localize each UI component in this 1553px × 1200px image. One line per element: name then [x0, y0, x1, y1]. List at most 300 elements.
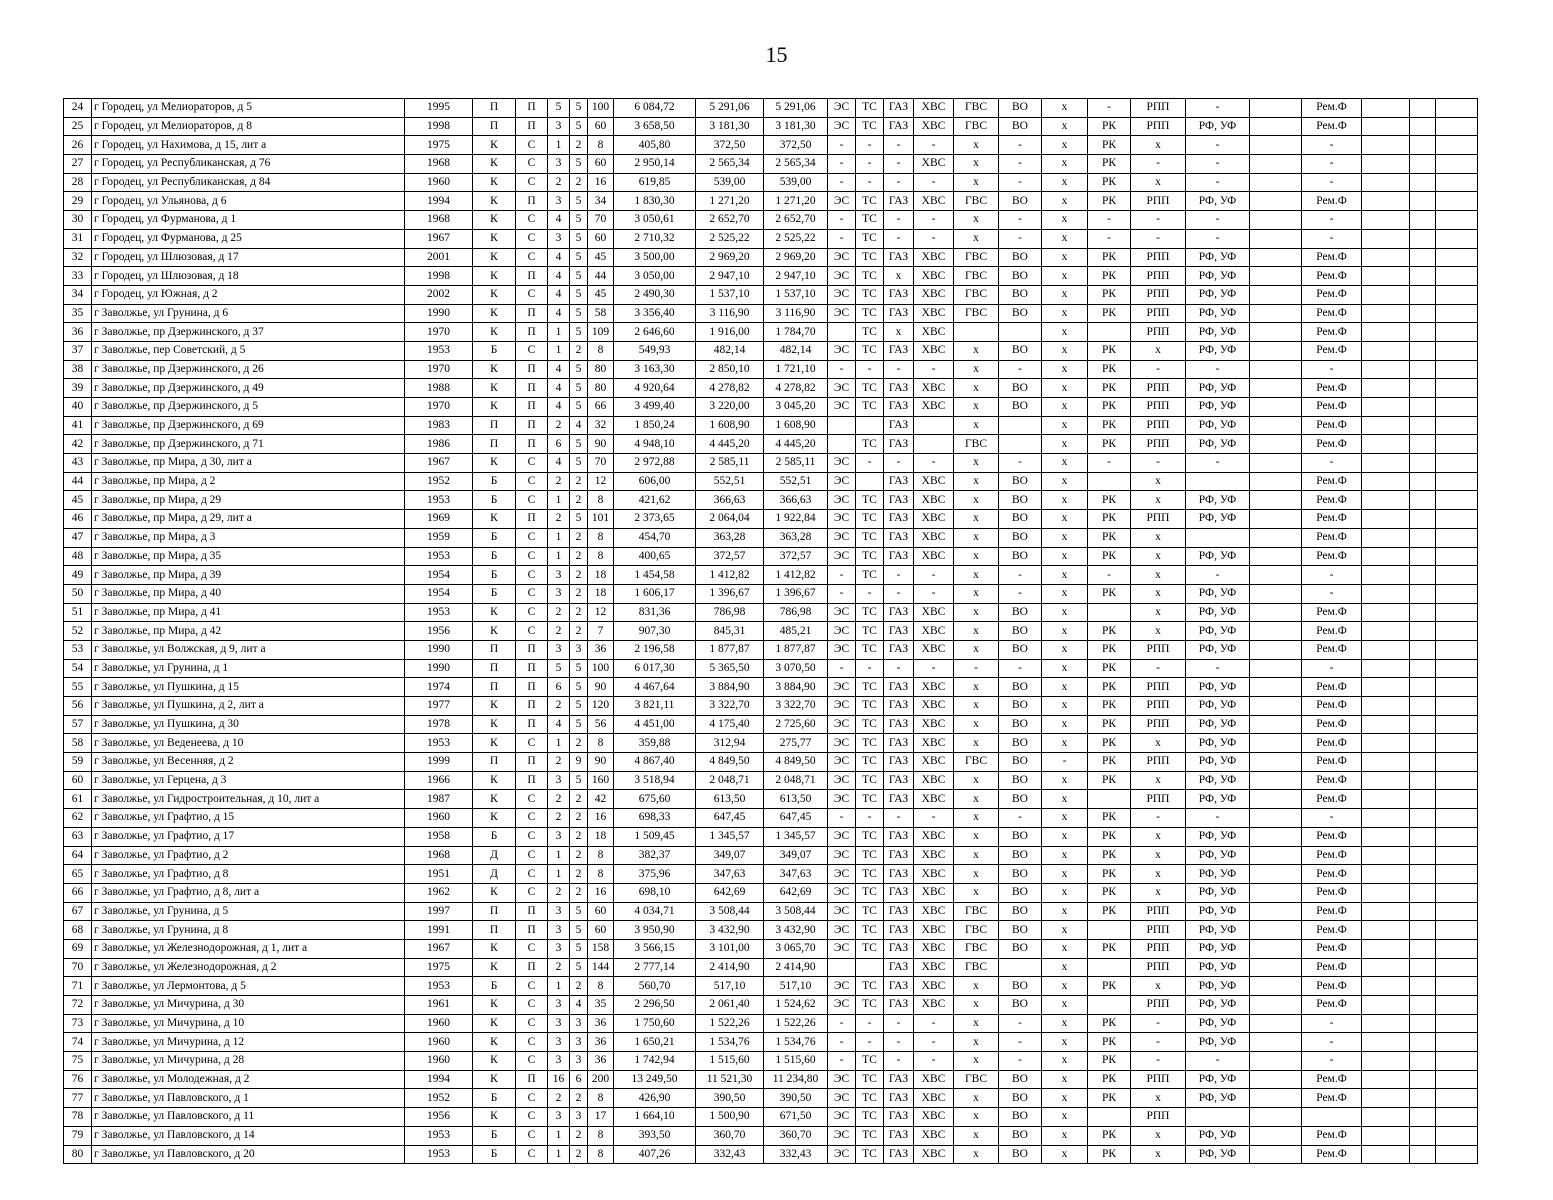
- table-cell: -: [856, 1014, 884, 1033]
- table-cell: [1410, 435, 1436, 454]
- table-cell: [1250, 435, 1302, 454]
- table-cell: ГАЗ: [884, 734, 914, 753]
- table-cell: 1956: [405, 622, 473, 641]
- table-cell: 3: [570, 1033, 588, 1052]
- table-cell: [1436, 155, 1478, 174]
- table-cell: [1436, 883, 1478, 902]
- table-cell: ГВС: [954, 902, 999, 921]
- table-cell: [1410, 117, 1436, 136]
- table-cell: [1302, 1108, 1362, 1127]
- table-cell: -: [856, 809, 884, 828]
- table-cell: ВО: [999, 398, 1042, 417]
- table-cell: 3: [548, 584, 570, 603]
- table-cell: 1 850,24: [614, 416, 696, 435]
- table-cell: 69: [64, 939, 92, 958]
- table-cell: 28: [64, 173, 92, 192]
- table-cell: [828, 323, 856, 342]
- table-cell: 1960: [405, 1014, 473, 1033]
- table-cell: ВО: [999, 790, 1042, 809]
- table-cell: К: [473, 996, 516, 1015]
- table-cell: РК: [1088, 1033, 1131, 1052]
- table-cell: 3 116,90: [764, 304, 828, 323]
- table-cell: 4: [548, 267, 570, 286]
- table-cell: [1186, 472, 1250, 491]
- table-cell: 2: [548, 1089, 570, 1108]
- table-cell: 18: [588, 827, 614, 846]
- table-cell: -: [1131, 155, 1186, 174]
- table-cell: ТС: [856, 977, 884, 996]
- table-cell: 2 646,60: [614, 323, 696, 342]
- table-cell: х: [954, 827, 999, 846]
- table-cell: 1 830,30: [614, 192, 696, 211]
- table-cell: РФ, УФ: [1186, 285, 1250, 304]
- table-cell: 4 849,50: [764, 753, 828, 772]
- table-cell: ТС: [856, 435, 884, 454]
- table-cell: 26: [64, 136, 92, 155]
- table-cell: П: [516, 416, 548, 435]
- table-cell: 3 181,30: [696, 117, 764, 136]
- table-cell: 845,31: [696, 622, 764, 641]
- table-cell: 4: [548, 360, 570, 379]
- table-cell: х: [1042, 341, 1088, 360]
- table-cell: 2 414,90: [696, 958, 764, 977]
- table-cell: РК: [1088, 697, 1131, 716]
- table-cell: ЭС: [828, 846, 856, 865]
- table-cell: ГВС: [954, 304, 999, 323]
- table-cell: П: [516, 771, 548, 790]
- table-cell: ХВС: [914, 1145, 954, 1164]
- table-cell: 2: [570, 341, 588, 360]
- table-cell: 4 445,20: [696, 435, 764, 454]
- table-cell: ЭС: [828, 1089, 856, 1108]
- table-cell: С: [516, 1033, 548, 1052]
- table-cell: 55: [64, 678, 92, 697]
- table-cell: РФ, УФ: [1186, 603, 1250, 622]
- table-cell: ХВС: [914, 921, 954, 940]
- address-cell: г Городец, ул Мелиораторов, д 5: [92, 99, 405, 118]
- table-cell: ТС: [856, 1126, 884, 1145]
- table-cell: 34: [64, 285, 92, 304]
- table-cell: [1436, 622, 1478, 641]
- table-cell: 382,37: [614, 846, 696, 865]
- table-cell: -: [828, 566, 856, 585]
- table-cell: ВО: [999, 827, 1042, 846]
- table-cell: РК: [1088, 659, 1131, 678]
- table-cell: х: [954, 1052, 999, 1071]
- table-cell: 372,57: [696, 547, 764, 566]
- table-cell: [1436, 566, 1478, 585]
- address-cell: г Городец, ул Южная, д 2: [92, 285, 405, 304]
- table-cell: х: [954, 472, 999, 491]
- table-cell: ГВС: [954, 117, 999, 136]
- table-cell: х: [1131, 566, 1186, 585]
- table-cell: х: [1131, 827, 1186, 846]
- table-cell: 1960: [405, 1033, 473, 1052]
- table-cell: П: [473, 640, 516, 659]
- table-cell: [1250, 865, 1302, 884]
- table-row: [64, 865, 1478, 884]
- table-cell: ЭС: [828, 117, 856, 136]
- table-cell: 2: [570, 790, 588, 809]
- table-cell: 613,50: [696, 790, 764, 809]
- table-cell: 1974: [405, 678, 473, 697]
- table-cell: 5: [570, 659, 588, 678]
- table-cell: 2: [570, 603, 588, 622]
- table-cell: -: [1131, 229, 1186, 248]
- table-cell: -: [1302, 454, 1362, 473]
- table-cell: ХВС: [914, 117, 954, 136]
- table-cell: 68: [64, 921, 92, 940]
- address-cell: г Городец, ул Республиканская, д 84: [92, 173, 405, 192]
- table-cell: ТС: [856, 902, 884, 921]
- table-cell: ВО: [999, 883, 1042, 902]
- table-cell: 80: [64, 1145, 92, 1164]
- table-cell: Рем.Ф: [1302, 996, 1362, 1015]
- housing-registry-table: [63, 98, 1478, 1164]
- table-cell: [1436, 472, 1478, 491]
- table-cell: РК: [1088, 435, 1131, 454]
- table-cell: [1436, 640, 1478, 659]
- table-cell: [1410, 472, 1436, 491]
- table-cell: [1436, 902, 1478, 921]
- table-cell: ТС: [856, 304, 884, 323]
- table-cell: 78: [64, 1108, 92, 1127]
- table-cell: ВО: [999, 865, 1042, 884]
- table-cell: ХВС: [914, 846, 954, 865]
- table-cell: [1362, 734, 1410, 753]
- table-cell: [1250, 155, 1302, 174]
- table-cell: ТС: [856, 528, 884, 547]
- table-cell: 1 396,67: [696, 584, 764, 603]
- table-cell: 1 454,58: [614, 566, 696, 585]
- table-cell: [1250, 229, 1302, 248]
- table-cell: [1250, 939, 1302, 958]
- table-cell: [1250, 584, 1302, 603]
- table-cell: [1436, 528, 1478, 547]
- table-cell: 363,28: [696, 528, 764, 547]
- table-cell: [1410, 547, 1436, 566]
- table-cell: 3: [570, 1108, 588, 1127]
- table-cell: 42: [64, 435, 92, 454]
- table-cell: -: [828, 211, 856, 230]
- table-cell: -: [999, 229, 1042, 248]
- table-cell: С: [516, 1126, 548, 1145]
- table-cell: -: [884, 566, 914, 585]
- table-row: [64, 211, 1478, 230]
- table-cell: 1 784,70: [764, 323, 828, 342]
- table-cell: [1436, 398, 1478, 417]
- table-cell: 2: [570, 547, 588, 566]
- table-row: [64, 1089, 1478, 1108]
- table-cell: 2 725,60: [764, 715, 828, 734]
- table-cell: РПП: [1131, 99, 1186, 118]
- table-cell: 41: [64, 416, 92, 435]
- table-cell: х: [1042, 1014, 1088, 1033]
- table-cell: х: [954, 1033, 999, 1052]
- table-cell: РК: [1088, 398, 1131, 417]
- table-cell: 2: [548, 883, 570, 902]
- table-cell: РФ, УФ: [1186, 248, 1250, 267]
- table-row: [64, 472, 1478, 491]
- table-cell: [1362, 435, 1410, 454]
- table-cell: [1436, 753, 1478, 772]
- table-cell: [1250, 398, 1302, 417]
- table-cell: 90: [588, 753, 614, 772]
- table-cell: х: [1042, 99, 1088, 118]
- address-cell: г Заволжье, пр Мира, д 2: [92, 472, 405, 491]
- table-cell: 1 664,10: [614, 1108, 696, 1127]
- table-cell: РПП: [1131, 1108, 1186, 1127]
- table-cell: 3: [548, 229, 570, 248]
- table-cell: 4: [548, 248, 570, 267]
- table-cell: ХВС: [914, 1089, 954, 1108]
- table-cell: х: [1042, 136, 1088, 155]
- table-cell: ЭС: [828, 771, 856, 790]
- table-cell: ВО: [999, 267, 1042, 286]
- table-cell: Д: [473, 865, 516, 884]
- table-cell: [1410, 528, 1436, 547]
- table-cell: С: [516, 1014, 548, 1033]
- table-cell: [1410, 958, 1436, 977]
- table-cell: РК: [1088, 547, 1131, 566]
- table-cell: [1436, 790, 1478, 809]
- table-cell: Рем.Ф: [1302, 1126, 1362, 1145]
- table-cell: [1436, 921, 1478, 940]
- table-cell: -: [828, 173, 856, 192]
- table-cell: 2 525,22: [764, 229, 828, 248]
- table-cell: -: [1131, 211, 1186, 230]
- table-cell: х: [1042, 659, 1088, 678]
- table-cell: 3: [548, 1014, 570, 1033]
- table-cell: ЭС: [828, 491, 856, 510]
- table-cell: РПП: [1131, 416, 1186, 435]
- table-cell: ЭС: [828, 921, 856, 940]
- table-cell: С: [516, 790, 548, 809]
- table-cell: РФ, УФ: [1186, 790, 1250, 809]
- table-cell: К: [473, 1070, 516, 1089]
- table-cell: 3 432,90: [764, 921, 828, 940]
- table-cell: 1961: [405, 996, 473, 1015]
- table-cell: [1250, 1014, 1302, 1033]
- table-cell: [1362, 883, 1410, 902]
- table-cell: 62: [64, 809, 92, 828]
- table-cell: ГАЗ: [884, 939, 914, 958]
- table-cell: К: [473, 398, 516, 417]
- table-cell: РПП: [1131, 248, 1186, 267]
- table-cell: РФ, УФ: [1186, 1089, 1250, 1108]
- table-cell: 3 220,00: [696, 398, 764, 417]
- table-cell: 1: [548, 865, 570, 884]
- table-cell: ХВС: [914, 977, 954, 996]
- table-cell: 560,70: [614, 977, 696, 996]
- address-cell: г Заволжье, ул Пушкина, д 2, лит а: [92, 697, 405, 716]
- table-cell: П: [473, 435, 516, 454]
- table-cell: 72: [64, 996, 92, 1015]
- table-cell: П: [516, 921, 548, 940]
- table-cell: 5: [570, 285, 588, 304]
- address-cell: г Городец, ул Фурманова, д 1: [92, 211, 405, 230]
- table-cell: ВО: [999, 510, 1042, 529]
- table-cell: [1250, 211, 1302, 230]
- table-cell: 3 508,44: [696, 902, 764, 921]
- table-cell: 831,36: [614, 603, 696, 622]
- table-cell: 360,70: [696, 1126, 764, 1145]
- table-cell: Рем.Ф: [1302, 603, 1362, 622]
- table-cell: ХВС: [914, 678, 954, 697]
- table-cell: К: [473, 939, 516, 958]
- table-cell: ВО: [999, 304, 1042, 323]
- table-cell: -: [954, 659, 999, 678]
- table-cell: 70: [64, 958, 92, 977]
- table-cell: П: [516, 678, 548, 697]
- table-cell: 67: [64, 902, 92, 921]
- table-cell: 1991: [405, 921, 473, 940]
- table-cell: [1436, 192, 1478, 211]
- table-row: [64, 99, 1478, 118]
- table-cell: 2: [548, 510, 570, 529]
- table-cell: К: [473, 323, 516, 342]
- table-cell: ХВС: [914, 304, 954, 323]
- table-cell: -: [1302, 229, 1362, 248]
- table-cell: [1436, 827, 1478, 846]
- table-cell: х: [1042, 1108, 1088, 1127]
- table-cell: [1250, 1052, 1302, 1071]
- table-cell: [1410, 809, 1436, 828]
- table-cell: ТС: [856, 211, 884, 230]
- table-cell: [1362, 827, 1410, 846]
- table-cell: 1 922,84: [764, 510, 828, 529]
- table-cell: С: [516, 547, 548, 566]
- table-cell: 1951: [405, 865, 473, 884]
- table-cell: ТС: [856, 622, 884, 641]
- table-cell: [828, 416, 856, 435]
- table-row: [64, 341, 1478, 360]
- table-cell: [1436, 360, 1478, 379]
- table-cell: ТС: [856, 603, 884, 622]
- table-cell: 11 234,80: [764, 1070, 828, 1089]
- table-cell: С: [516, 939, 548, 958]
- table-cell: ВО: [999, 472, 1042, 491]
- table-cell: 642,69: [696, 883, 764, 902]
- table-cell: -: [914, 136, 954, 155]
- table-cell: 8: [588, 846, 614, 865]
- table-cell: ТС: [856, 996, 884, 1015]
- table-cell: РПП: [1131, 921, 1186, 940]
- address-cell: г Заволжье, ул Павловского, д 14: [92, 1126, 405, 1145]
- table-cell: ГАЗ: [884, 1126, 914, 1145]
- table-cell: ГАЗ: [884, 790, 914, 809]
- table-cell: [1410, 229, 1436, 248]
- table-cell: 56: [64, 697, 92, 716]
- table-cell: 1 522,26: [764, 1014, 828, 1033]
- table-cell: [1436, 715, 1478, 734]
- table-cell: -: [884, 659, 914, 678]
- table-cell: ЭС: [828, 510, 856, 529]
- table-cell: [1362, 472, 1410, 491]
- table-cell: [1362, 659, 1410, 678]
- table-cell: [1250, 472, 1302, 491]
- table-cell: Рем.Ф: [1302, 1145, 1362, 1164]
- table-cell: -: [1186, 173, 1250, 192]
- table-cell: РФ, УФ: [1186, 267, 1250, 286]
- table-cell: 347,63: [764, 865, 828, 884]
- table-cell: -: [914, 1052, 954, 1071]
- table-cell: Рем.Ф: [1302, 99, 1362, 118]
- table-cell: [1362, 192, 1410, 211]
- table-cell: 57: [64, 715, 92, 734]
- table-cell: 5: [570, 958, 588, 977]
- table-row: [64, 902, 1478, 921]
- table-cell: -: [884, 229, 914, 248]
- address-cell: г Заволжье, ул Грунина, д 5: [92, 902, 405, 921]
- table-cell: -: [856, 173, 884, 192]
- table-cell: [1250, 603, 1302, 622]
- table-cell: [1436, 678, 1478, 697]
- table-cell: 31: [64, 229, 92, 248]
- table-cell: РПП: [1131, 715, 1186, 734]
- table-cell: РК: [1088, 1052, 1131, 1071]
- address-cell: г Заволжье, ул Графтио, д 8, лит а: [92, 883, 405, 902]
- table-cell: [1186, 528, 1250, 547]
- table-cell: [1436, 939, 1478, 958]
- table-cell: П: [516, 267, 548, 286]
- table-cell: РК: [1088, 827, 1131, 846]
- table-cell: х: [1042, 1126, 1088, 1145]
- table-cell: 52: [64, 622, 92, 641]
- table-cell: 3: [548, 1108, 570, 1127]
- table-cell: РФ, УФ: [1186, 416, 1250, 435]
- table-row: [64, 136, 1478, 155]
- table-cell: РК: [1088, 155, 1131, 174]
- address-cell: г Заволжье, ул Гидростроительная, д 10, лит а: [92, 790, 405, 809]
- table-cell: -: [914, 1014, 954, 1033]
- table-cell: РФ, УФ: [1186, 921, 1250, 940]
- table-cell: х: [1042, 902, 1088, 921]
- table-cell: РК: [1088, 1070, 1131, 1089]
- table-cell: ВО: [999, 1108, 1042, 1127]
- table-cell: 1: [548, 547, 570, 566]
- table-cell: [1410, 192, 1436, 211]
- table-cell: 8: [588, 528, 614, 547]
- table-cell: 482,14: [696, 341, 764, 360]
- table-cell: ЭС: [828, 883, 856, 902]
- table-cell: РК: [1088, 640, 1131, 659]
- table-cell: [1186, 1108, 1250, 1127]
- address-cell: г Заволжье, ул Графтио, д 17: [92, 827, 405, 846]
- table-cell: -: [884, 360, 914, 379]
- table-cell: 1969: [405, 510, 473, 529]
- table-cell: ГАЗ: [884, 827, 914, 846]
- table-cell: Рем.Ф: [1302, 1089, 1362, 1108]
- table-cell: П: [516, 697, 548, 716]
- table-cell: [1362, 977, 1410, 996]
- table-cell: 3 884,90: [764, 678, 828, 697]
- address-cell: г Городец, ул Республиканская, д 76: [92, 155, 405, 174]
- table-cell: 4 467,64: [614, 678, 696, 697]
- table-cell: [1410, 753, 1436, 772]
- table-row: [64, 790, 1478, 809]
- table-cell: х: [1042, 809, 1088, 828]
- table-cell: х: [954, 566, 999, 585]
- table-cell: [1250, 173, 1302, 192]
- table-cell: -: [884, 136, 914, 155]
- table-cell: -: [914, 584, 954, 603]
- address-cell: г Заволжье, ул Герцена, д 3: [92, 771, 405, 790]
- table-cell: 1 742,94: [614, 1052, 696, 1071]
- table-cell: 5 291,06: [696, 99, 764, 118]
- table-cell: 18: [588, 566, 614, 585]
- table-cell: 1990: [405, 640, 473, 659]
